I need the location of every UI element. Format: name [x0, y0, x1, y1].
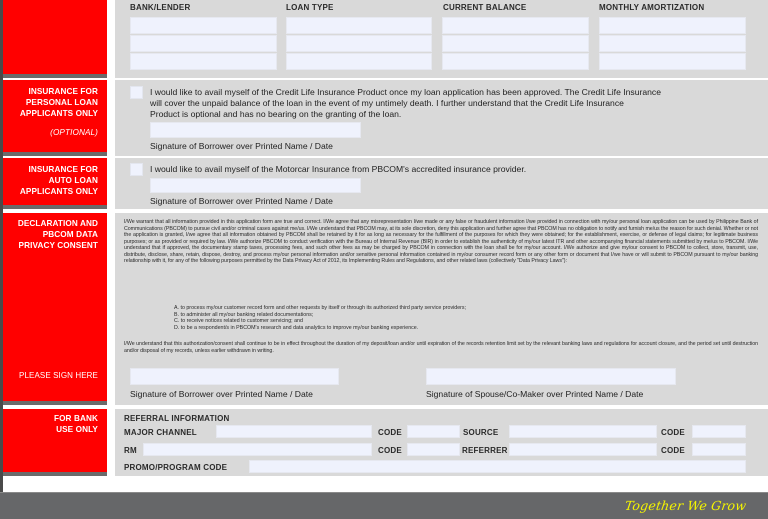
referral-information-title: REFERRAL INFORMATION [124, 414, 230, 423]
bank-lender-input-row-1[interactable] [130, 17, 277, 34]
credit-life-statement-line-2: will cover the unpaid balance of the loan in the event of my untimely death. I further understand that the Credit Life Insurance [150, 98, 624, 108]
auto-insurance-label-line-2: AUTO LOAN [48, 176, 98, 185]
rm-code-input[interactable] [407, 443, 460, 456]
credit-life-statement-line-3: Product is optional and has no bearing on the granting of the loan. [150, 109, 402, 119]
declaration-paragraph-1: I/We warrant that all information provided in this application form are true and correct. I/We agree that any misrepresentation I/we made or any false or fraudulent information I/we provided in connection with my/our personal loan application can be used by Philippine Bank of Communications (PBCOM) to pursue civil and/or criminal cases against me/us. I/We understand that PBCOM may, at its sole discretion, deny this application and further agree that PBCOM has no obligation to notify and furnish me/us the reason for such denial. Whether or not the application is granted, I/we agree that all information obtained by PBCOM shall be retained by it for as long as necessary for the fulfillment of the purposes for which they were obtained; for the establishment, exercise, or defense of legal claims; for legitimate business purposes; or as provided or required by law. I/We authorize PBCOM to conduct verification with the Bureau of Internal Revenue (BIR) in order to establish the authenticity of my/our latest ITR and other accompanying financial statements submitted by me/us to PBCOM. I/We understand that if approved, the documentary stamp taxes, processing fees, and such other fees as may be charged by PBCOM in connection with the loan shall be for my/our account. I/We authorize and give my/our consent to PBCOM to collect, store, transmit, use, distribute, disclose, share, retain, dispose, destroy, and process my/our personal information and/or sensitive personal information contained in my/our consumer record form or any other form or document that I/we have or will submit to PBCOM pursuant to my/our banking relationship with it, for any of the following purposes permitted by the Data Privacy Act of 2012, its Implementing Rules and Regulations, and other related laws (collectively "Data Privacy Laws"): [124, 219, 758, 264]
bank-use-content [115, 409, 768, 476]
rm-code-label: CODE [378, 446, 402, 455]
personal-loan-insurance-section [0, 80, 768, 156]
major-channel-label: MAJOR CHANNEL [124, 428, 197, 437]
monthly-amortization-input-row-1[interactable] [599, 17, 746, 34]
column-header-monthly-amortization: MONTHLY AMORTIZATION [599, 3, 705, 12]
auto-insurance-label-block [3, 158, 107, 209]
major-channel-code-input[interactable] [407, 425, 460, 438]
footer-bar [0, 492, 768, 519]
declaration-label-line-3: PRIVACY CONSENT [18, 241, 98, 250]
personal-insurance-label-line-2: PERSONAL LOAN [25, 98, 98, 107]
declaration-label-line-2: PBCOM DATA [42, 230, 98, 239]
declaration-spouse-signature-caption: Signature of Spouse/Co-Maker over Printed Name / Date [426, 389, 644, 399]
bank-lender-input-row-3[interactable] [130, 53, 277, 70]
rm-input[interactable] [143, 443, 372, 456]
declaration-spouse-signature-field[interactable] [426, 368, 676, 385]
source-label: SOURCE [463, 428, 499, 437]
current-balance-input-row-3[interactable] [442, 53, 589, 70]
existing-loans-section [0, 0, 768, 78]
declaration-borrower-signature-field[interactable] [130, 368, 339, 385]
personal-insurance-label-block [3, 80, 107, 156]
declaration-label-block [3, 213, 107, 405]
major-channel-input[interactable] [216, 425, 372, 438]
personal-insurance-signature-field[interactable] [150, 122, 361, 138]
current-balance-input-row-1[interactable] [442, 17, 589, 34]
label-divider-bar [3, 472, 107, 476]
label-divider-bar [3, 152, 107, 156]
bank-use-label-line-1: FOR BANK [53, 414, 98, 423]
declaration-content [115, 213, 768, 405]
consent-purpose-a: A. to process my/our customer record form and other requests by itself or through its authorized third party service providers; [174, 305, 467, 311]
current-balance-input-row-2[interactable] [442, 35, 589, 52]
referrer-label: REFERRER [462, 446, 508, 455]
existing-loans-label-block [3, 0, 107, 78]
promo-program-code-input[interactable] [249, 460, 746, 473]
monthly-amortization-input-row-2[interactable] [599, 35, 746, 52]
column-header-loan-type: LOAN TYPE [286, 3, 334, 12]
auto-insurance-signature-caption: Signature of Borrower over Printed Name / Date [150, 196, 333, 206]
referrer-input[interactable] [509, 443, 657, 456]
label-divider-bar [3, 74, 107, 78]
label-divider-bar [3, 401, 107, 405]
loan-type-input-row-1[interactable] [286, 17, 432, 34]
auto-insurance-label-line-3: APPLICANTS ONLY [19, 187, 98, 196]
consent-purpose-b: B. to administer all my/our banking related documentations; [174, 311, 314, 318]
existing-loans-content [115, 0, 768, 78]
promo-program-code-label: PROMO/PROGRAM CODE [124, 463, 228, 472]
declaration-paragraph-2: I/We understand that this authorization/consent shall continue to be in effect throughout the duration of my deposit/loan and/or until expiration of the records retention limit set by the relevant banking laws and regulations for account closure, and the period set until destruction and/or disposal of my records, unless earlier withdrawn in writing. [124, 341, 758, 354]
auto-loan-insurance-section [0, 158, 768, 209]
personal-insurance-signature-caption: Signature of Borrower over Printed Name / Date [150, 141, 333, 151]
credit-life-statement-line-1: I would like to avail myself of the Credit Life Insurance Product once my loan application has been approved. The Credit Life Insurance [150, 87, 661, 97]
column-header-current-balance: CURRENT BALANCE [443, 3, 527, 12]
please-sign-here-label: PLEASE SIGN HERE [19, 371, 98, 380]
referrer-code-input[interactable] [692, 443, 746, 456]
declaration-borrower-signature-caption: Signature of Borrower over Printed Name / Date [130, 389, 313, 399]
declaration-label-line-1: DECLARATION AND [17, 219, 98, 228]
column-header-bank-lender: BANK/LENDER [130, 3, 191, 12]
source-code-input[interactable] [692, 425, 746, 438]
bank-use-section [0, 409, 768, 476]
bank-lender-input-row-2[interactable] [130, 35, 277, 52]
auto-insurance-content [115, 158, 768, 209]
source-code-label: CODE [661, 428, 685, 437]
referrer-code-label: CODE [661, 446, 685, 455]
optional-note: (OPTIONAL) [50, 128, 98, 137]
declaration-privacy-section [0, 213, 768, 405]
label-divider-bar [3, 205, 107, 209]
loan-type-input-row-3[interactable] [286, 53, 432, 70]
tagline-together-we-grow: Together We Grow [623, 498, 748, 513]
auto-insurance-signature-field[interactable] [150, 178, 361, 193]
motorcar-insurance-statement: I would like to avail myself of the Motorcar Insurance from PBCOM's accredited insurance provider. [150, 164, 527, 174]
consent-purpose-c: C. to receive notices related to customer servicing; and [174, 318, 303, 324]
motorcar-insurance-checkbox[interactable] [130, 163, 143, 176]
source-input[interactable] [509, 425, 657, 438]
major-channel-code-label: CODE [378, 428, 402, 437]
personal-insurance-content [115, 80, 768, 156]
personal-insurance-label-line-3: APPLICANTS ONLY [19, 109, 98, 118]
consent-purpose-d: D. to be a respondent/s in PBCOM's research and data analytics to improve my/our banking experience. [174, 324, 419, 331]
rm-label: RM [124, 446, 137, 455]
monthly-amortization-input-row-3[interactable] [599, 53, 746, 70]
credit-life-insurance-checkbox[interactable] [130, 86, 143, 99]
loan-type-input-row-2[interactable] [286, 35, 432, 52]
bank-use-label-block [3, 409, 107, 476]
auto-insurance-label-line-1: INSURANCE FOR [28, 165, 98, 174]
bank-use-label-line-2: USE ONLY [56, 425, 98, 434]
personal-insurance-label-line-1: INSURANCE FOR [28, 87, 98, 96]
